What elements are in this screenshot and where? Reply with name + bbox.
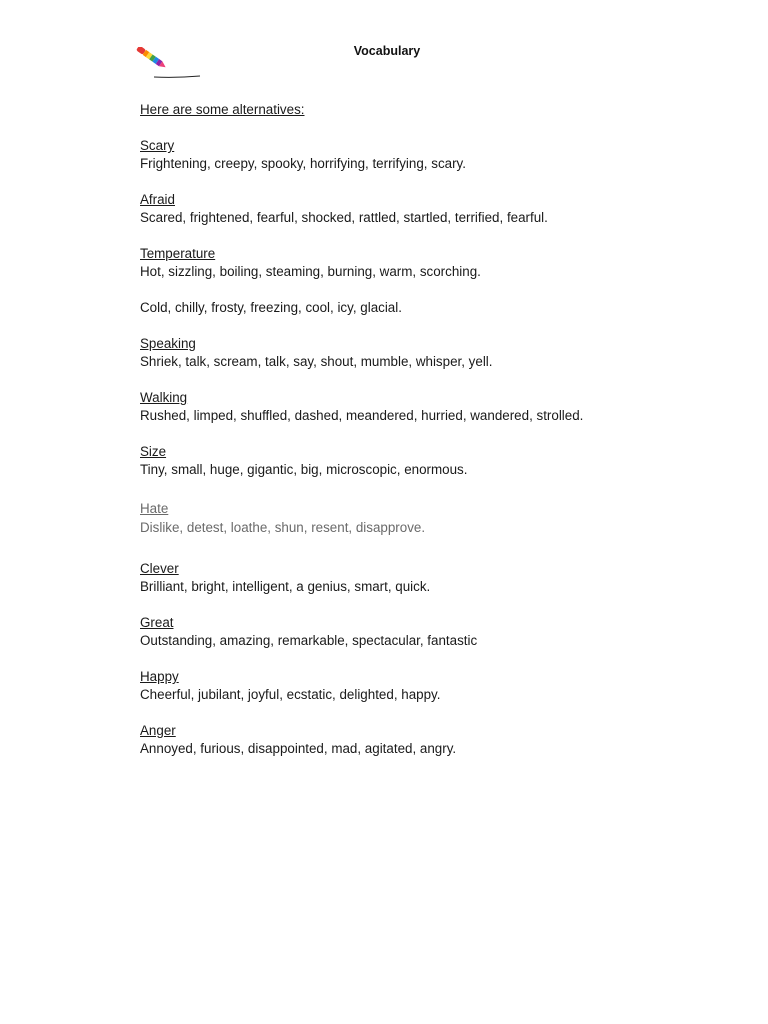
section-heading: Scary bbox=[140, 138, 175, 153]
section-words: Tiny, small, huge, gigantic, big, microscopic, enormous. bbox=[140, 462, 468, 477]
section-scary bbox=[140, 137, 740, 173]
section-words: Dislike, detest, loathe, shun, resent, disapprove. bbox=[140, 520, 426, 535]
section-heading: Anger bbox=[140, 723, 176, 738]
section-temperature bbox=[140, 245, 740, 281]
section-happy bbox=[140, 668, 740, 704]
section-words: Outstanding, amazing, remarkable, spectacular, fantastic bbox=[140, 633, 478, 648]
section-temperature-cold bbox=[140, 299, 740, 317]
section-afraid bbox=[140, 191, 740, 227]
section-clever bbox=[140, 560, 740, 596]
section-heading: Size bbox=[140, 444, 167, 459]
section-words: Shriek, talk, scream, talk, say, shout, mumble, whisper, yell. bbox=[140, 354, 493, 369]
section-anger bbox=[140, 722, 740, 758]
section-words: Scared, frightened, fearful, shocked, rattled, startled, terrified, fearful. bbox=[140, 210, 548, 225]
section-words: Cold, chilly, frosty, freezing, cool, icy, glacial. bbox=[140, 300, 402, 315]
section-great bbox=[140, 614, 740, 650]
section-walking bbox=[140, 389, 740, 425]
section-heading: Speaking bbox=[140, 336, 196, 351]
section-words: Annoyed, furious, disappointed, mad, agitated, angry. bbox=[140, 741, 457, 756]
section-heading: Temperature bbox=[140, 246, 216, 261]
section-heading: Great bbox=[140, 615, 174, 630]
section-heading: Happy bbox=[140, 669, 179, 684]
document-body bbox=[140, 101, 740, 776]
section-heading: Clever bbox=[140, 561, 179, 576]
section-heading: Hate bbox=[140, 501, 169, 516]
section-words: Frightening, creepy, spooky, horrifying, terrifying, scary. bbox=[140, 156, 466, 171]
section-size bbox=[140, 443, 740, 479]
intro-text: Here are some alternatives: bbox=[140, 102, 305, 117]
section-hate bbox=[140, 500, 740, 538]
section-words: Rushed, limped, shuffled, dashed, meandered, hurried, wandered, strolled. bbox=[140, 408, 584, 423]
section-speaking bbox=[140, 335, 740, 371]
pencil-icon bbox=[126, 47, 204, 83]
section-words: Brilliant, bright, intelligent, a genius, smart, quick. bbox=[140, 579, 431, 594]
section-words: Cheerful, jubilant, joyful, ecstatic, delighted, happy. bbox=[140, 687, 441, 702]
page-title: Vocabulary bbox=[353, 44, 421, 58]
section-words: Hot, sizzling, boiling, steaming, burning, warm, scorching. bbox=[140, 264, 481, 279]
section-heading: Walking bbox=[140, 390, 188, 405]
section-heading: Afraid bbox=[140, 192, 175, 207]
